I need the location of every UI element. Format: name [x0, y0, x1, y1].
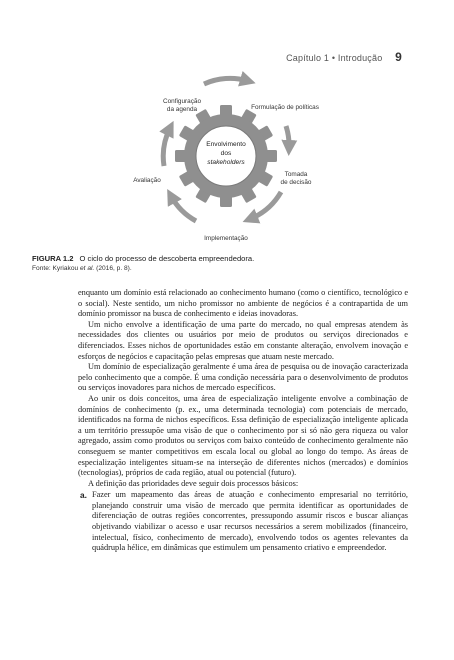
center-label-line1: Envolvimento	[206, 141, 246, 148]
paragraph-1: enquanto um domínio está relacionado ao conhecimento humano (como o científico, tecnológico e o social). Neste sentido, um nicho promissor no ambiente de negócios é a contrapartida de um domínio promissor na busca de conhecimento e ideias inovadoras.	[78, 288, 408, 319]
cycle-arrow-bottom-left	[171, 196, 196, 221]
figure-caption-text: O ciclo do processo de descoberta empreendedora.	[79, 254, 255, 263]
page-number: 9	[395, 50, 402, 64]
node-implementacao: Implementação	[204, 235, 248, 242]
list-marker: a.	[80, 490, 87, 501]
figure-number: FIGURA 1.2	[32, 254, 74, 263]
node-avaliacao: Avaliação	[133, 177, 161, 184]
paragraph-3: Um domínio de especialização geralmente é uma área de pesquisa ou de inovação caracterizada pelo conhecimento que a compõe. É uma condição necessária para o desenvolvimento de produtos ou serviços inovadores para nichos de mercado específicos.	[78, 362, 408, 393]
center-label-line3: stakeholders	[207, 159, 245, 166]
body-text	[78, 288, 408, 554]
node-configuracao-line2: da agenda	[166, 106, 198, 113]
source-suffix: (2016, p. 8).	[94, 265, 132, 272]
section-title: Introdução	[337, 53, 383, 63]
figure-caption	[32, 254, 254, 263]
center-label-line2: dos	[220, 150, 232, 157]
cycle-arrow-right	[286, 126, 289, 148]
node-configuracao-line1: Configuração	[162, 98, 202, 105]
node-formulacao: Formulação de políticas	[251, 104, 319, 111]
list-item-a-text: Fazer um mapeamento das áreas de atuação e conhecimento empresarial no território, planejando construir uma visão de mercado que permita identificar as oportunidades de diferenciação de outras regiões concorrentes, pressupondo assumir riscos e buscar alianças objetivando viabilizar o acesso e usar recursos necessários a serem mobilizados (financeiro, intelectual, físico, conhecimento de mercado), envolvendo todos os agentes relevantes da quádrupla hélice, em dinâmicas que estimulem um pensamento criativo e empreendedor.	[92, 490, 408, 553]
paragraph-4: Ao unir os dois conceitos, uma área de especialização inteligente envolve a combinação de domínios de conhecimento (p. ex., uma determinada tecnologia) com potenciais de mercado, identificados na forma de nichos específicos. Essa definição de especialização inteligente aplicada a um território pressupõe uma visão de que o conhecimento por si só não gera riqueza ou valor agregado, assim como produtos ou serviços com baixo conteúdo de conhecimento geralmente não conseguem se manter competitivos em escala local ou global ao longo do tempo. As áreas de especialização inteligentes situam-se na interseção de diferentes nichos (mercados) e domínios (tecnologias), próprios de cada região, atual ou potencial (futuro).	[78, 393, 408, 478]
source-et-al: et al.	[80, 265, 95, 272]
cycle-arrow-top	[204, 78, 248, 84]
list-item	[78, 490, 408, 554]
cycle-arrow-left	[163, 128, 170, 166]
source-prefix: Fonte: Kyriakou	[32, 265, 81, 272]
bullet-separator: •	[331, 53, 336, 63]
paragraph-5: A definição das prioridades deve seguir dois processos básicos:	[88, 478, 299, 488]
chapter-label: Capítulo	[286, 53, 322, 63]
figure-source	[32, 265, 132, 272]
node-tomada-line1: Tomada	[284, 171, 308, 178]
running-head	[286, 50, 402, 64]
paragraph-2: Um nicho envolve a identificação de uma parte do mercado, no qual empresas atendem às necessidades dos clientes ou usuários por meio de produtos ou serviços direcionados e diferenciados. Esses nichos de oportunidades estão em constante alteração, envolvem inovação e esforços de negócios e capacitação pelas empresas que atuam neste mercado.	[78, 319, 408, 361]
cycle-diagram	[100, 68, 350, 250]
chapter-number: 1	[323, 53, 330, 63]
node-tomada-line2: de decisão	[280, 179, 312, 186]
figure-cycle-diagram	[100, 68, 350, 250]
